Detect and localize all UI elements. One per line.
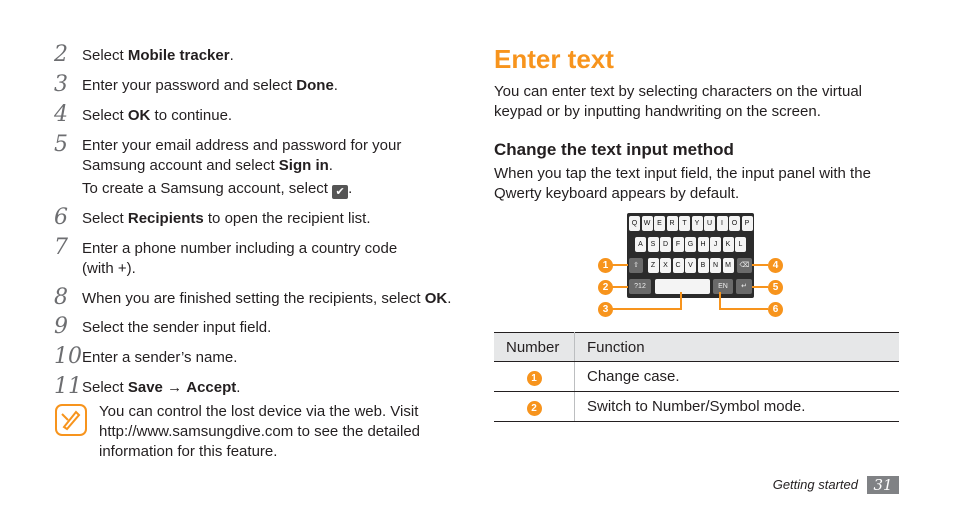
intro-line: keypad or by inputting handwriting on the screen. xyxy=(494,103,821,120)
step-bold: Sign in xyxy=(278,157,329,174)
step-text: Select xyxy=(82,107,128,124)
step-bold: OK xyxy=(424,290,448,307)
callout-3: 3 xyxy=(598,302,613,317)
step-number: 3 xyxy=(54,72,68,97)
language-key: EN xyxy=(713,279,733,294)
step-bold: Save xyxy=(127,379,163,396)
callout-line xyxy=(719,308,768,310)
step-number: 10 xyxy=(54,344,82,369)
symbol-key: ?12 xyxy=(629,279,651,294)
keyboard-image xyxy=(627,213,754,298)
table-number-badge: 2 xyxy=(527,401,542,416)
key: G xyxy=(685,237,696,252)
intro-line: You can enter text by selecting characters on the virtual xyxy=(494,83,862,100)
step-text: . xyxy=(236,379,241,396)
intro-paragraph xyxy=(494,82,904,122)
key: O xyxy=(729,216,740,231)
key: E xyxy=(654,216,665,231)
desc-line: When you tap the text input field, the input panel with the xyxy=(494,165,871,182)
note-line: http://www.samsungdive.com to see the detailed xyxy=(99,423,421,440)
checkmark-icon: ✔ xyxy=(332,185,348,199)
callout-line xyxy=(752,264,768,266)
key: Q xyxy=(629,216,640,231)
step-text: Enter your password and select xyxy=(82,77,297,94)
key: V xyxy=(685,258,696,273)
key: B xyxy=(698,258,709,273)
step-bold: Done xyxy=(296,77,334,94)
step-number: 2 xyxy=(54,42,68,67)
column-header-function: Function xyxy=(575,333,900,362)
table-cell-function: Switch to Number/Symbol mode. xyxy=(575,392,900,422)
table-row xyxy=(494,392,899,422)
step-number: 11 xyxy=(54,374,82,399)
table-row xyxy=(494,362,899,392)
callout-line xyxy=(680,292,682,310)
step-bold: OK xyxy=(127,107,151,124)
key: H xyxy=(698,237,709,252)
subsection-title: Change the text input method xyxy=(494,140,734,159)
key: R xyxy=(667,216,678,231)
callout-line xyxy=(752,286,768,288)
backspace-key-icon: ⌫ xyxy=(737,258,752,273)
key: D xyxy=(660,237,671,252)
key: Z xyxy=(648,258,659,273)
step-text: Select the sender input field. xyxy=(82,319,272,336)
step-text: Enter a sender’s name. xyxy=(82,349,238,366)
step-text: . xyxy=(229,47,234,64)
callout-line xyxy=(612,264,628,266)
step-text: Enter a phone number including a country code xyxy=(82,240,398,257)
callout-1: 1 xyxy=(598,258,613,273)
callout-2: 2 xyxy=(598,280,613,295)
step-text: . xyxy=(328,157,333,174)
key: Y xyxy=(692,216,703,231)
step-number: 9 xyxy=(54,314,68,339)
arrow-text: → xyxy=(162,379,187,396)
step-number: 6 xyxy=(54,205,68,230)
callout-line xyxy=(612,286,628,288)
key: K xyxy=(723,237,734,252)
step-text: (with +). xyxy=(82,260,136,277)
step-text: Select xyxy=(82,47,128,64)
step-text: to continue. xyxy=(150,107,233,124)
step-number: 5 xyxy=(54,132,68,157)
note-line: You can control the lost device via the web. Visit xyxy=(99,403,419,420)
shift-key-icon: ⇧ xyxy=(629,258,643,273)
callout-line xyxy=(719,292,721,310)
key: F xyxy=(673,237,684,252)
space-key xyxy=(655,279,710,294)
key: A xyxy=(635,237,646,252)
column-header-number: Number xyxy=(494,333,575,362)
note-line: information for this feature. xyxy=(99,443,278,460)
callout-line xyxy=(612,308,682,310)
callout-4: 4 xyxy=(768,258,783,273)
table-header-row xyxy=(494,333,899,362)
step-subtext: To create a Samsung account, select xyxy=(82,180,328,197)
step-text: Select xyxy=(82,379,128,396)
desc-line: Qwerty keyboard appears by default. xyxy=(494,185,740,202)
step-text: Select xyxy=(82,210,128,227)
key: T xyxy=(679,216,690,231)
description-paragraph xyxy=(494,164,904,204)
key: L xyxy=(735,237,746,252)
key: N xyxy=(710,258,721,273)
enter-key-icon: ↵ xyxy=(736,279,752,294)
section-title: Enter text xyxy=(494,44,614,74)
key: W xyxy=(642,216,653,231)
function-table xyxy=(494,332,899,422)
step-number: 4 xyxy=(54,102,68,127)
step-bold: Mobile tracker xyxy=(127,47,230,64)
key: P xyxy=(742,216,753,231)
step-text: Enter your email address and password for your xyxy=(82,137,402,154)
footer-section-label: Getting started xyxy=(772,477,858,492)
step-text: . xyxy=(447,290,452,307)
step-number: 7 xyxy=(54,235,68,260)
step-bold: Recipients xyxy=(127,210,204,227)
key: U xyxy=(704,216,715,231)
callout-5: 5 xyxy=(768,280,783,295)
step-text: When you are finished setting the recipients, select xyxy=(82,290,425,307)
key: J xyxy=(710,237,721,252)
step-text: to open the recipient list. xyxy=(203,210,371,227)
note-text xyxy=(99,402,459,462)
key: M xyxy=(723,258,734,273)
step-text: . xyxy=(333,77,338,94)
callout-6: 6 xyxy=(768,302,783,317)
step-number: 8 xyxy=(54,285,68,310)
table-number-badge: 1 xyxy=(527,371,542,386)
key: C xyxy=(673,258,684,273)
key: X xyxy=(660,258,671,273)
table-cell-function: Change case. xyxy=(575,362,900,392)
key: I xyxy=(717,216,728,231)
key: S xyxy=(648,237,659,252)
step-bold: Accept xyxy=(186,379,237,396)
step-text: Samsung account and select xyxy=(82,157,279,174)
note-icon xyxy=(55,404,87,436)
page-number: 31 xyxy=(867,476,899,494)
